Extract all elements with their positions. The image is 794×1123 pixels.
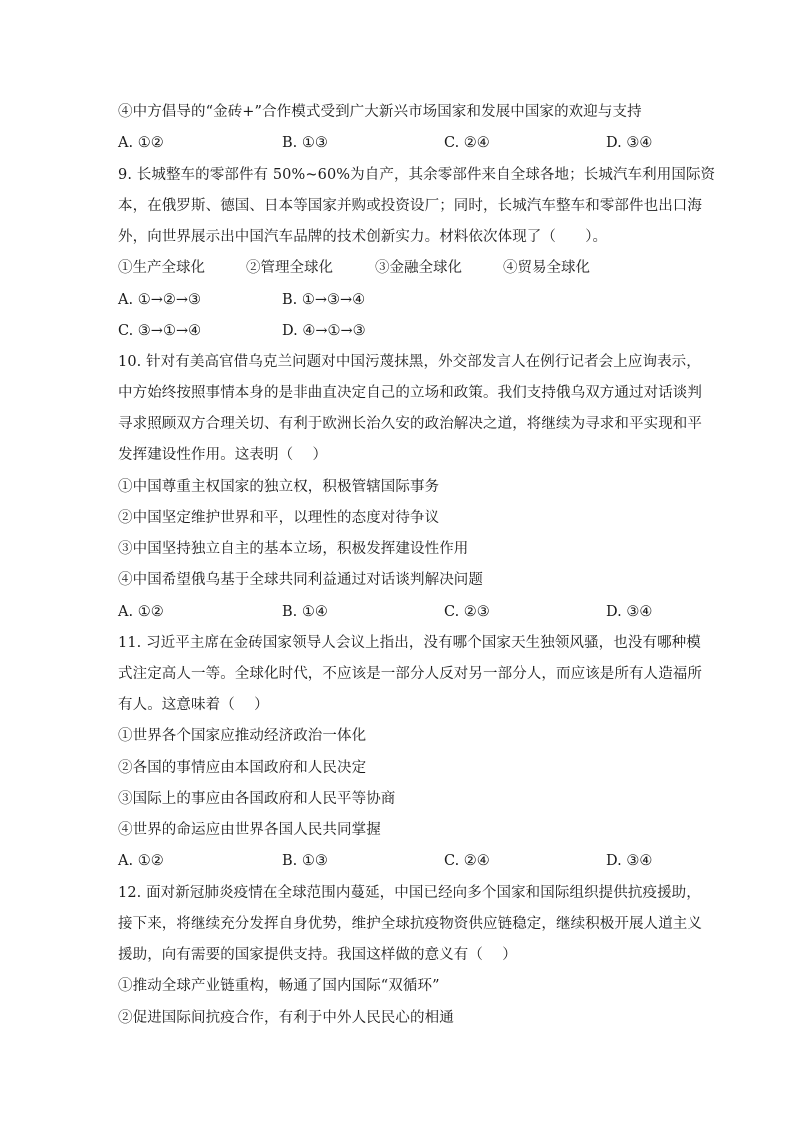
- q10-option-d: D. ③④: [606, 604, 653, 620]
- q9-item-1: ①生产全球化: [118, 260, 205, 276]
- q11-statement-4: ④世界的命运应由世界各国人民共同掌握: [118, 822, 381, 838]
- q8-option-c: C. ②④: [444, 135, 490, 151]
- q9-option-c: C. ③→①→④: [118, 323, 202, 339]
- q12-statement-1: ①推动全球产业链重构，畅通了国内国际“双循环”: [118, 978, 440, 994]
- q11-option-b: B. ①③: [282, 853, 328, 869]
- q10-statement-2: ②中国坚定维护世界和平，以理性的态度对待争议: [118, 510, 440, 526]
- q10-stem-line-4: 发挥建设性作用。这表明（ ）: [118, 447, 328, 463]
- q9-stem-line-2: 本，在俄罗斯、德国、日本等国家并购或投资设厂；同时，长城汽车整车和零部件也出口海: [118, 198, 702, 214]
- q10-stem-line-3: 寻求照顾双方合理关切、有利于欧洲长治久安的政治解决之道，将继续为寻求和平实现和平: [118, 416, 702, 432]
- q9-stem-line-3: 外，向世界展示出中国汽车品牌的技术创新实力。材料依次体现了（ ）。: [118, 229, 608, 245]
- q10-statement-1: ①中国尊重主权国家的独立权，积极管辖国际事务: [118, 479, 440, 495]
- q8-option-b: B. ①③: [282, 135, 328, 151]
- q9-item-3: ③金融全球化: [375, 260, 462, 276]
- q9-stem-line-1: 9. 长城整车的零部件有 50%~60%为自产，其余零部件来自全球各地；长城汽车利用国际资: [118, 167, 716, 183]
- q9-item-2: ②管理全球化: [246, 260, 333, 276]
- q10-option-a: A. ①②: [118, 604, 164, 620]
- q11-stem-line-2: 式注定高人一等。全球化时代，不应该是一部分人反对另一部分人，而应该是所有人造福所: [118, 666, 702, 682]
- q11-statement-1: ①世界各个国家应推动经济政治一体化: [118, 728, 367, 744]
- q10-stem-line-2: 中方始终按照事情本身的是非曲直决定自己的立场和政策。我们支持俄乌双方通过对话谈判: [118, 385, 702, 401]
- q10-stem-line-1: 10. 针对有美高官借乌克兰问题对中国污蔑抹黑，外交部发言人在例行记者会上应询表示，: [118, 354, 701, 370]
- q12-stem-line-2: 接下来，将继续充分发挥自身优势，维护全球抗疫物资供应链稳定，继续积极开展人道主义: [118, 916, 702, 932]
- q11-statement-2: ②各国的事情应由本国政府和人民决定: [118, 760, 367, 776]
- q9-item-4: ④贸易全球化: [503, 260, 590, 276]
- q12-stem-line-3: 援助，向有需要的国家提供支持。我国这样做的意义有（ ）: [118, 947, 517, 963]
- q11-stem-line-1: 11. 习近平主席在金砖国家领导人会议上指出，没有哪个国家天生独领风骚，也没有哪种模: [118, 635, 701, 651]
- q11-option-a: A. ①②: [118, 853, 164, 869]
- q8-statement-4: ④中方倡导的“金砖+”合作模式受到广大新兴市场国家和发展中国家的欢迎与支持: [118, 104, 642, 120]
- q10-statement-4: ④中国希望俄乌基于全球共同利益通过对话谈判解决问题: [118, 572, 483, 588]
- q9-option-d: D. ④→①→③: [282, 323, 366, 339]
- q11-option-c: C. ②④: [444, 853, 490, 869]
- q12-statement-2: ②促进国际间抗疫合作，有利于中外人民民心的相通: [118, 1010, 454, 1026]
- q10-statement-3: ③中国坚持独立自主的基本立场，积极发挥建设性作用: [118, 541, 469, 557]
- q8-option-a: A. ①②: [118, 135, 164, 151]
- q11-option-d: D. ③④: [606, 853, 653, 869]
- q9-option-a: A. ①→②→③: [118, 292, 201, 308]
- q10-option-b: B. ①④: [282, 604, 328, 620]
- q9-option-b: B. ①→③→④: [282, 292, 366, 308]
- q11-statement-3: ③国际上的事应由各国政府和人民平等协商: [118, 791, 396, 807]
- q8-option-d: D. ③④: [606, 135, 653, 151]
- q11-stem-line-3: 有人。这意味着（ ）: [118, 697, 269, 713]
- q12-stem-line-1: 12. 面对新冠肺炎疫情在全球范围内蔓延，中国已经向多个国家和国际组织提供抗疫援助，: [118, 885, 701, 901]
- q10-option-c: C. ②③: [444, 604, 490, 620]
